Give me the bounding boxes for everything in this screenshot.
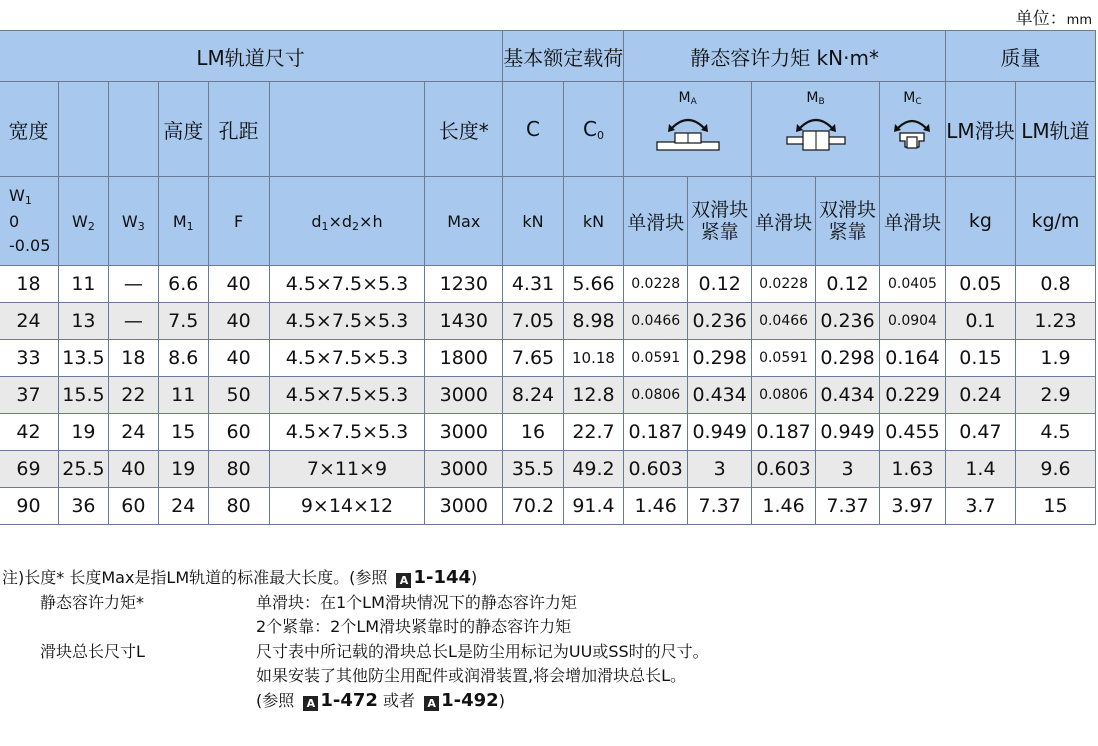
note-block-length-2: 如果安装了其他防尘用配件或润滑装置,将会增加滑块总长L。 xyxy=(256,666,687,686)
cell-w1: 90 xyxy=(0,488,58,525)
cell-ma2: 7.37 xyxy=(688,488,752,525)
header-m1: M1 xyxy=(158,177,208,266)
cell-c: 70.2 xyxy=(503,488,564,525)
cell-mb1: 0.0228 xyxy=(752,266,816,303)
cell-c0: 10.18 xyxy=(563,340,624,377)
cell-dh: 4.5×7.5×5.3 xyxy=(269,377,425,414)
cell-w2: 13 xyxy=(58,303,108,340)
note-moment-single: 静态容许力矩* 单滑块：在1个LM滑块情况下的静态容许力矩 xyxy=(40,592,577,612)
header-pitch: 孔距 xyxy=(208,82,269,177)
note-block-length: 滑块总长尺寸L 尺寸表中所记载的滑块总长L是防尘用标记为UU或SS时的尺寸。 xyxy=(40,641,709,661)
cell-w2: 25.5 xyxy=(58,451,108,488)
unit-mm: mm xyxy=(1066,13,1092,28)
cell-w3: — xyxy=(108,303,158,340)
cell-w1: 24 xyxy=(0,303,58,340)
cell-w1: 42 xyxy=(0,414,58,451)
header-blank-dh xyxy=(269,82,425,177)
cell-ma1: 0.0806 xyxy=(624,377,688,414)
cell-kg: 0.47 xyxy=(945,414,1015,451)
cell-mc: 0.0904 xyxy=(880,303,946,340)
cell-w2: 13.5 xyxy=(58,340,108,377)
header-kgm: kg/m xyxy=(1015,177,1095,266)
cell-len: 3000 xyxy=(425,451,503,488)
cell-kgm: 9.6 xyxy=(1015,451,1095,488)
cell-m1: 6.6 xyxy=(158,266,208,303)
cell-mb1: 0.0806 xyxy=(752,377,816,414)
cell-kg: 0.24 xyxy=(945,377,1015,414)
cell-mb1: 0.603 xyxy=(752,451,816,488)
cell-c: 35.5 xyxy=(503,451,564,488)
cell-c0: 12.8 xyxy=(563,377,624,414)
header-kn-c0: kN xyxy=(563,177,624,266)
cell-w3: 24 xyxy=(108,414,158,451)
header-blank-w2 xyxy=(58,82,108,177)
cell-w2: 11 xyxy=(58,266,108,303)
table-row xyxy=(0,377,1096,414)
cell-ma1: 0.0466 xyxy=(624,303,688,340)
header-kn-c: kN xyxy=(503,177,564,266)
header-w3: W3 xyxy=(108,177,158,266)
cell-ma1: 1.46 xyxy=(624,488,688,525)
header-blank-w3 xyxy=(108,82,158,177)
mc-roll-icon xyxy=(892,108,932,152)
header-height: 高度 xyxy=(158,82,208,177)
cell-ma1: 0.603 xyxy=(624,451,688,488)
header-rail-dims: LM轨道尺寸 xyxy=(0,31,503,82)
cell-dh: 4.5×7.5×5.3 xyxy=(269,340,425,377)
cell-c: 7.05 xyxy=(503,303,564,340)
header-mc-single: 单滑块 xyxy=(880,177,946,266)
cell-w3: 22 xyxy=(108,377,158,414)
cell-m1: 19 xyxy=(158,451,208,488)
cell-mb2: 3 xyxy=(816,451,880,488)
header-mass: 质量 xyxy=(945,31,1095,82)
cell-mb2: 7.37 xyxy=(816,488,880,525)
cell-ma2: 0.298 xyxy=(688,340,752,377)
cell-kg: 0.05 xyxy=(945,266,1015,303)
table-row xyxy=(0,488,1096,525)
header-ma-single: 单滑块 xyxy=(624,177,688,266)
cell-f: 80 xyxy=(208,488,269,525)
cell-len: 1430 xyxy=(425,303,503,340)
cell-ma1: 0.0591 xyxy=(624,340,688,377)
ref-icon: A xyxy=(396,573,411,588)
cell-len: 3000 xyxy=(425,377,503,414)
table-row xyxy=(0,303,1096,340)
cell-mb1: 0.0591 xyxy=(752,340,816,377)
note-length: 注)长度* 长度Max是指LM轨道的标准最大长度。(参照 A 1-144) xyxy=(2,567,478,588)
cell-f: 80 xyxy=(208,451,269,488)
cell-len: 1800 xyxy=(425,340,503,377)
cell-dh: 4.5×7.5×5.3 xyxy=(269,414,425,451)
cell-ma2: 0.12 xyxy=(688,266,752,303)
cell-m1: 7.5 xyxy=(158,303,208,340)
cell-c0: 22.7 xyxy=(563,414,624,451)
cell-w1: 37 xyxy=(0,377,58,414)
cell-f: 60 xyxy=(208,414,269,451)
notes xyxy=(2,566,709,714)
cell-c: 7.65 xyxy=(503,340,564,377)
cell-kgm: 4.5 xyxy=(1015,414,1095,451)
header-max: Max xyxy=(425,177,503,266)
cell-dh: 4.5×7.5×5.3 xyxy=(269,266,425,303)
cell-mb2: 0.12 xyxy=(816,266,880,303)
ma-pitch-icon xyxy=(653,108,723,152)
header-mb-double: 双滑块紧靠 xyxy=(816,177,880,266)
cell-kgm: 15 xyxy=(1015,488,1095,525)
cell-kg: 3.7 xyxy=(945,488,1015,525)
cell-m1: 15 xyxy=(158,414,208,451)
cell-kg: 0.1 xyxy=(945,303,1015,340)
header-lm-block: LM滑块 xyxy=(945,82,1015,177)
cell-mc: 1.63 xyxy=(880,451,946,488)
cell-ma2: 0.949 xyxy=(688,414,752,451)
cell-f: 40 xyxy=(208,340,269,377)
table-row xyxy=(0,340,1096,377)
ref-icon: A xyxy=(303,696,318,711)
cell-mb2: 0.434 xyxy=(816,377,880,414)
cell-c0: 8.98 xyxy=(563,303,624,340)
header-moment: 静态容许力矩 kN·m* xyxy=(624,31,946,82)
cell-ma2: 0.434 xyxy=(688,377,752,414)
cell-len: 3000 xyxy=(425,488,503,525)
cell-w3: 40 xyxy=(108,451,158,488)
cell-c: 4.31 xyxy=(503,266,564,303)
cell-w3: — xyxy=(108,266,158,303)
cell-c0: 49.2 xyxy=(563,451,624,488)
cell-mb1: 1.46 xyxy=(752,488,816,525)
cell-ma2: 3 xyxy=(688,451,752,488)
cell-mb2: 0.298 xyxy=(816,340,880,377)
cell-mc: 0.164 xyxy=(880,340,946,377)
cell-c0: 5.66 xyxy=(563,266,624,303)
cell-w2: 15.5 xyxy=(58,377,108,414)
header-width: 宽度 xyxy=(0,82,58,177)
cell-kg: 0.15 xyxy=(945,340,1015,377)
cell-ma1: 0.187 xyxy=(624,414,688,451)
header-mc: MC xyxy=(880,82,946,177)
cell-w2: 36 xyxy=(58,488,108,525)
cell-mb2: 0.236 xyxy=(816,303,880,340)
cell-c0: 91.4 xyxy=(563,488,624,525)
header-mb: MB xyxy=(752,82,880,177)
table-row xyxy=(0,414,1096,451)
ref-icon: A xyxy=(424,696,439,711)
cell-w1: 33 xyxy=(0,340,58,377)
cell-f: 40 xyxy=(208,303,269,340)
cell-mb1: 0.0466 xyxy=(752,303,816,340)
header-lm-rail: LM轨道 xyxy=(1015,82,1095,177)
cell-mc: 0.455 xyxy=(880,414,946,451)
header-c0: C0 xyxy=(563,82,624,177)
cell-c: 8.24 xyxy=(503,377,564,414)
cell-kgm: 1.9 xyxy=(1015,340,1095,377)
cell-kgm: 2.9 xyxy=(1015,377,1095,414)
cell-ma1: 0.0228 xyxy=(624,266,688,303)
cell-mc: 0.0405 xyxy=(880,266,946,303)
cell-w1: 18 xyxy=(0,266,58,303)
table-row xyxy=(0,266,1096,303)
cell-kg: 1.4 xyxy=(945,451,1015,488)
cell-w3: 60 xyxy=(108,488,158,525)
header-load-rating: 基本额定载荷 xyxy=(503,31,624,82)
spec-table xyxy=(0,30,1096,525)
cell-w1: 69 xyxy=(0,451,58,488)
mb-yaw-icon xyxy=(781,108,851,152)
header-dh: d1×d2×h xyxy=(269,177,425,266)
cell-len: 3000 xyxy=(425,414,503,451)
header-f: F xyxy=(208,177,269,266)
cell-m1: 8.6 xyxy=(158,340,208,377)
header-w2: W2 xyxy=(58,177,108,266)
table-row xyxy=(0,451,1096,488)
note-block-length-ref: (参照 A 1-472 或者 A 1-492) xyxy=(256,689,505,711)
cell-mc: 0.229 xyxy=(880,377,946,414)
unit-label: 单位：mm xyxy=(1015,9,1092,29)
cell-dh: 4.5×7.5×5.3 xyxy=(269,303,425,340)
cell-f: 40 xyxy=(208,266,269,303)
header-ma-double: 双滑块紧靠 xyxy=(688,177,752,266)
header-ma: MA xyxy=(624,82,752,177)
header-mb-single: 单滑块 xyxy=(752,177,816,266)
cell-f: 50 xyxy=(208,377,269,414)
cell-c: 16 xyxy=(503,414,564,451)
cell-dh: 7×11×9 xyxy=(269,451,425,488)
header-length: 长度* xyxy=(425,82,503,177)
cell-dh: 9×14×12 xyxy=(269,488,425,525)
cell-ma2: 0.236 xyxy=(688,303,752,340)
cell-m1: 11 xyxy=(158,377,208,414)
note-moment-double: 2个紧靠：2个LM滑块紧靠时的静态容许力矩 xyxy=(256,617,572,637)
cell-mb2: 0.949 xyxy=(816,414,880,451)
cell-mb1: 0.187 xyxy=(752,414,816,451)
cell-w2: 19 xyxy=(58,414,108,451)
cell-w3: 18 xyxy=(108,340,158,377)
cell-kgm: 1.23 xyxy=(1015,303,1095,340)
header-kg: kg xyxy=(945,177,1015,266)
table-body xyxy=(0,266,1096,525)
cell-kgm: 0.8 xyxy=(1015,266,1095,303)
cell-m1: 24 xyxy=(158,488,208,525)
header-c: C xyxy=(503,82,564,177)
cell-mc: 3.97 xyxy=(880,488,946,525)
cell-len: 1230 xyxy=(425,266,503,303)
header-w1: W1 0 -0.05 xyxy=(0,177,58,266)
